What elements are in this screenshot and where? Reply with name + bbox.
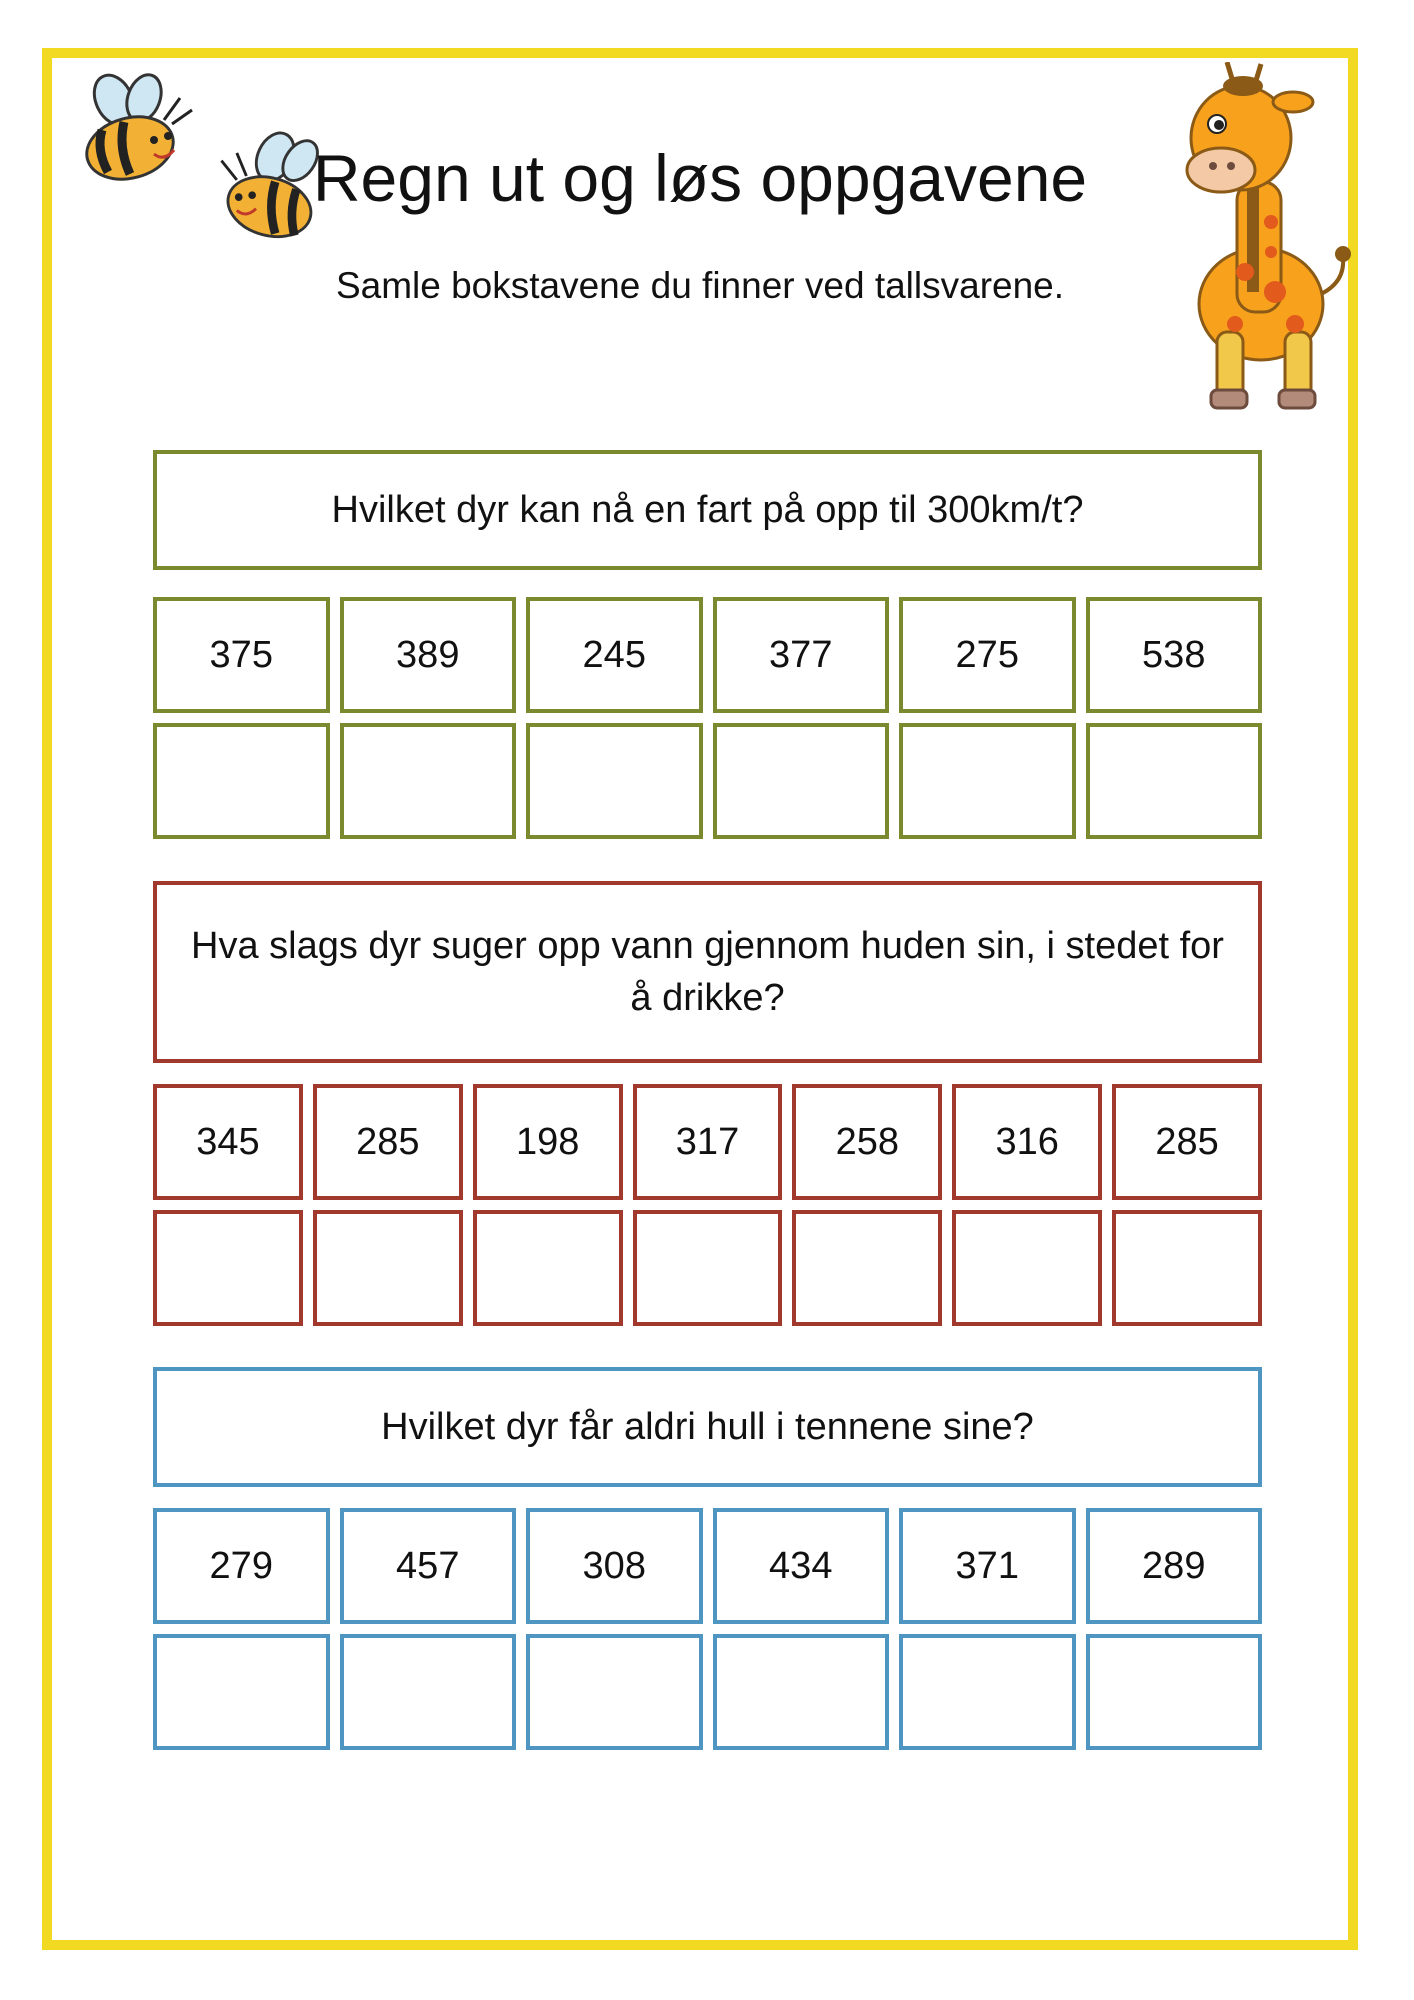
number-cell: 377 (713, 597, 890, 713)
number-cell: 317 (633, 1084, 783, 1200)
number-cell: 308 (526, 1508, 703, 1624)
number-cell: 198 (473, 1084, 623, 1200)
number-cell: 345 (153, 1084, 303, 1200)
question-1-text: Hvilket dyr kan nå en fart på opp til 300km/t? (331, 489, 1084, 531)
answer-cell[interactable] (713, 1634, 890, 1750)
number-cell: 538 (1086, 597, 1263, 713)
number-cell: 316 (952, 1084, 1102, 1200)
number-cell: 389 (340, 597, 517, 713)
number-row-2 (153, 1084, 1262, 1200)
number-cell: 375 (153, 597, 330, 713)
answer-cell[interactable] (899, 723, 1076, 839)
answer-cell[interactable] (1086, 1634, 1263, 1750)
number-cell: 245 (526, 597, 703, 713)
number-cell: 285 (1112, 1084, 1262, 1200)
answer-cell[interactable] (633, 1210, 783, 1326)
answer-cell[interactable] (153, 1210, 303, 1326)
answer-row-3 (153, 1634, 1262, 1750)
number-cell: 275 (899, 597, 1076, 713)
number-row-1 (153, 597, 1262, 713)
answer-row-1 (153, 723, 1262, 839)
number-cell: 285 (313, 1084, 463, 1200)
question-2-box (153, 881, 1262, 1063)
number-cell: 457 (340, 1508, 517, 1624)
number-row-3 (153, 1508, 1262, 1624)
answer-cell[interactable] (792, 1210, 942, 1326)
instructions: Samle bokstavene du finner ved tallsvarene. (335, 265, 1065, 306)
answer-cell[interactable] (899, 1634, 1076, 1750)
answer-cell[interactable] (713, 723, 890, 839)
number-cell: 434 (713, 1508, 890, 1624)
bee-icon (72, 70, 197, 195)
number-cell: 371 (899, 1508, 1076, 1624)
answer-cell[interactable] (952, 1210, 1102, 1326)
answer-cell[interactable] (1086, 723, 1263, 839)
answer-cell[interactable] (526, 1634, 703, 1750)
question-2-text: Hva slags dyr suger opp vann gjennom huden sin, i stedet for å drikke? (191, 925, 1224, 1019)
answer-cell[interactable] (340, 1634, 517, 1750)
question-3-box (153, 1367, 1262, 1487)
number-cell: 289 (1086, 1508, 1263, 1624)
answer-cell[interactable] (153, 723, 330, 839)
answer-cell[interactable] (153, 1634, 330, 1750)
number-cell: 279 (153, 1508, 330, 1624)
answer-cell[interactable] (340, 723, 517, 839)
number-cell: 258 (792, 1084, 942, 1200)
answer-cell[interactable] (1112, 1210, 1262, 1326)
answer-cell[interactable] (526, 723, 703, 839)
giraffe-illustration (1175, 62, 1365, 432)
page-title: Regn ut og løs oppgavene (312, 141, 1088, 215)
answer-cell[interactable] (473, 1210, 623, 1326)
question-3-text: Hvilket dyr får aldri hull i tennene sine? (381, 1406, 1034, 1448)
question-1-box (153, 450, 1262, 570)
answer-cell[interactable] (313, 1210, 463, 1326)
answer-row-2 (153, 1210, 1262, 1326)
